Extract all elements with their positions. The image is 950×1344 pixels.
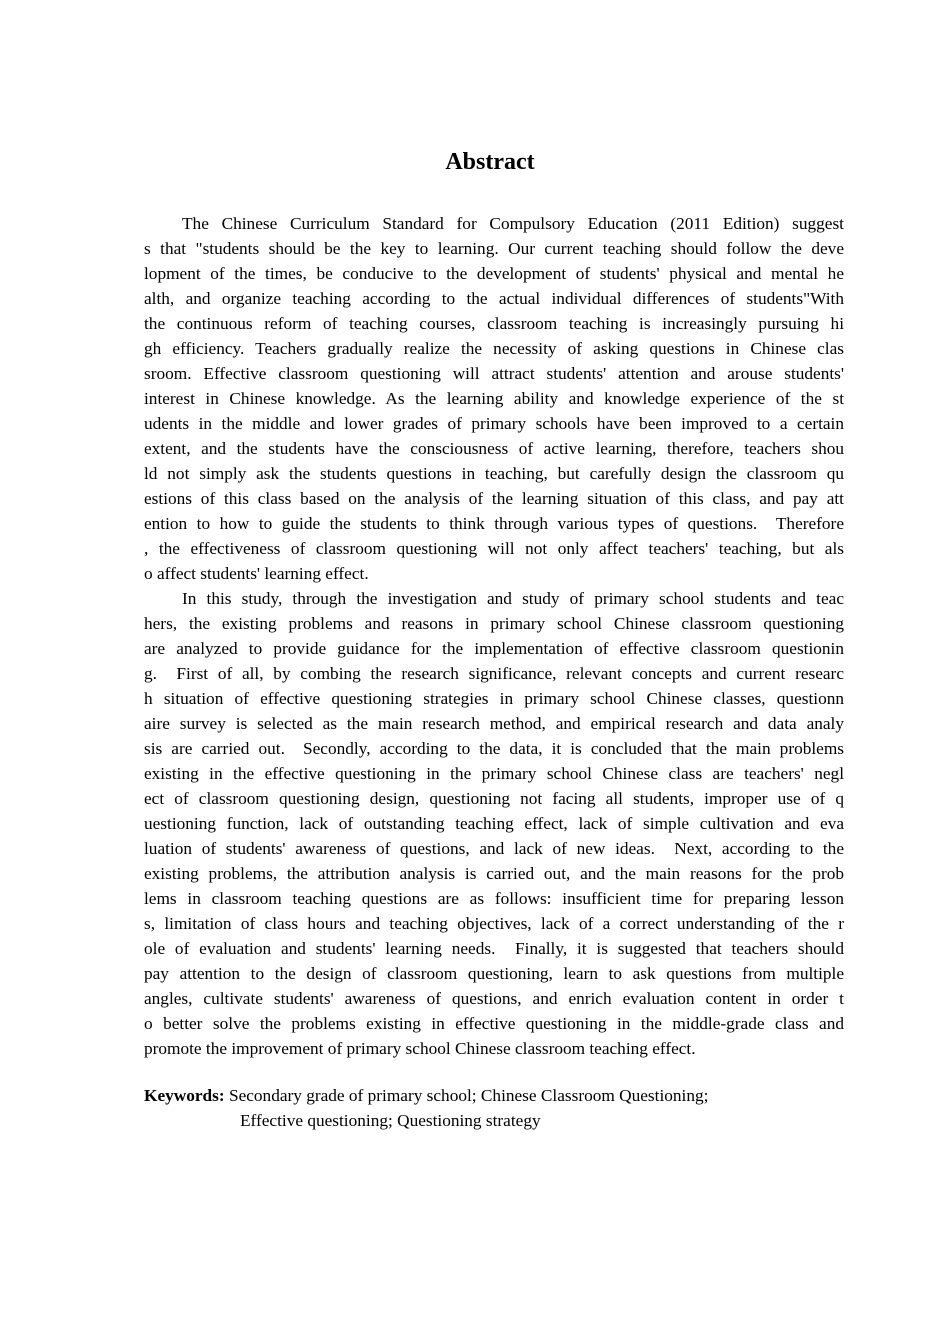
- text-line: h situation of effective questioning strategies in primary school Chinese classes, questionn: [144, 689, 844, 708]
- text-line: are analyzed to provide guidance for the implementation of effective classroom questionin: [144, 639, 844, 658]
- text-line: estions of this class based on the analysis of the learning situation of this class, and pay att: [144, 489, 844, 508]
- text-line: interest in Chinese knowledge. As the learning ability and knowledge experience of the st: [144, 389, 844, 408]
- paragraph-1: [144, 211, 844, 586]
- text-line: existing in the effective questioning in the primary school Chinese class are teachers' negl: [144, 764, 844, 783]
- text-line: lopment of the times, be conducive to the development of students' physical and mental he: [144, 264, 844, 283]
- page-title: Abstract: [445, 149, 535, 175]
- text-line: extent, and the students have the consciousness of active learning, therefore, teachers shou: [144, 439, 844, 458]
- text-line: s, limitation of class hours and teaching objectives, lack of a correct understanding of the r: [144, 914, 844, 933]
- text-line: , the effectiveness of classroom questioning will not only affect teachers' teaching, but als: [144, 539, 844, 558]
- keywords-text: Secondary grade of primary school; Chinese Classroom Questioning;: [224, 1086, 709, 1105]
- keywords-block: [144, 1083, 844, 1133]
- text-line: aire survey is selected as the main research method, and empirical research and data analy: [144, 714, 844, 733]
- text-line: ld not simply ask the students questions in teaching, but carefully design the classroom qu: [144, 464, 844, 483]
- text-line: hers, the existing problems and reasons in primary school Chinese classroom questioning: [144, 614, 844, 633]
- text-line: angles, cultivate students' awareness of questions, and enrich evaluation content in order t: [144, 989, 844, 1008]
- text-line: The Chinese Curriculum Standard for Compulsory Education (2011 Edition) suggest: [182, 214, 844, 233]
- text-line: luation of students' awareness of questions, and lack of new ideas. Next, according to the: [144, 839, 844, 858]
- text-line: ect of classroom questioning design, questioning not facing all students, improper use of q: [144, 789, 844, 808]
- text-line: s that "students should be the key to learning. Our current teaching should follow the deve: [144, 239, 844, 258]
- text-line: gh efficiency. Teachers gradually realize the necessity of asking questions in Chinese clas: [144, 339, 844, 358]
- text-line: sroom. Effective classroom questioning will attract students' attention and arouse students': [144, 364, 844, 383]
- text-line: pay attention to the design of classroom questioning, learn to ask questions from multiple: [144, 964, 844, 983]
- text-line: g. First of all, by combing the research significance, relevant concepts and current researc: [144, 664, 844, 683]
- keywords-line: [144, 1083, 844, 1108]
- text-line: uestioning function, lack of outstanding teaching effect, lack of simple cultivation and eva: [144, 814, 844, 833]
- keywords-label: Keywords:: [144, 1086, 225, 1105]
- text-line: ole of evaluation and students' learning needs. Finally, it is suggested that teachers should: [144, 939, 844, 958]
- text-line: promote the improvement of primary school Chinese classroom teaching effect.: [144, 1039, 696, 1058]
- text-line: ention to how to guide the students to think through various types of questions. Therefore: [144, 514, 844, 533]
- text-line: o better solve the problems existing in effective questioning in the middle-grade class and: [144, 1014, 844, 1033]
- abstract-body: [144, 211, 844, 1061]
- text-line: alth, and organize teaching according to the actual individual differences of students"With: [144, 289, 844, 308]
- text-line: existing problems, the attribution analysis is carried out, and the main reasons for the prob: [144, 864, 844, 883]
- text-line: the continuous reform of teaching courses, classroom teaching is increasingly pursuing hi: [144, 314, 844, 333]
- text-line: sis are carried out. Secondly, according to the data, it is concluded that the main problems: [144, 739, 844, 758]
- paragraph-2: [144, 586, 844, 1061]
- text-line: lems in classroom teaching questions are as follows: insufficient time for preparing lesson: [144, 889, 844, 908]
- keywords-text-continued: Effective questioning; Questioning strategy: [240, 1111, 541, 1130]
- text-line: In this study, through the investigation and study of primary school students and teac: [182, 589, 844, 608]
- text-line: o affect students' learning effect.: [144, 564, 369, 583]
- text-line: udents in the middle and lower grades of primary schools have been improved to a certain: [144, 414, 844, 433]
